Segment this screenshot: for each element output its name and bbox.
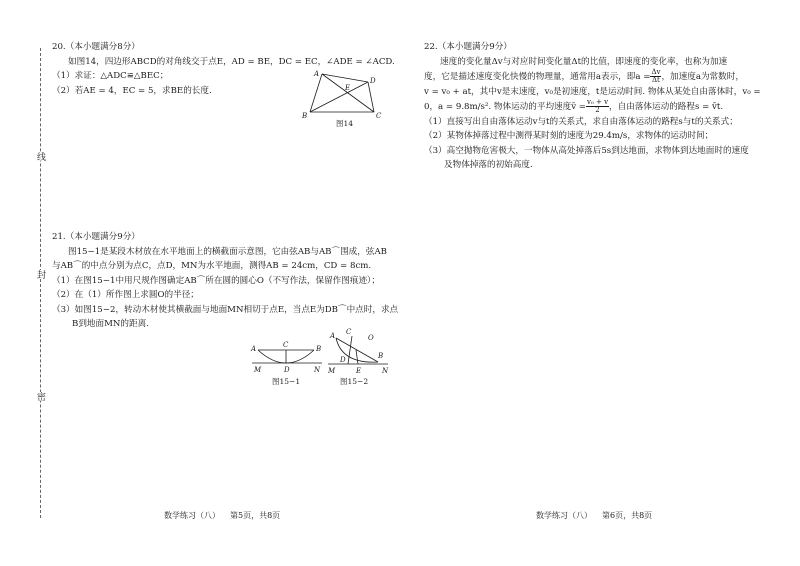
fig15-2-label-E: E	[356, 367, 362, 375]
left-footer-page: 第5页，共8页	[230, 511, 281, 520]
q22-part1: （1）直接写出自由落体运动v与t的关系式，求自由落体运动的路程s与t的关系式；	[424, 116, 738, 127]
fig14-label-B: B	[302, 112, 308, 120]
fig15-2-label-D: D	[340, 356, 346, 364]
fig15-1-label-B: B	[316, 345, 322, 353]
binding-line	[40, 48, 41, 518]
q22-part3b: 及物体掉落的初始高度.	[444, 160, 533, 170]
q21-part3a: （3）如图15−2，转动木材使其横截面与地面MN相切于点E，当点E为DB⌒中点时，求点	[52, 304, 399, 315]
fig15-2-label-O: O	[368, 334, 374, 342]
q20-stem: 如图14，四边形ABCD的对角线交于点E，AD = BE，DC = EC，∠ADE = ∠ACD.	[68, 56, 395, 67]
q22-line4	[424, 99, 761, 115]
q22-line4-head: 0，a = 9.8m/s². 物体运动的平均速度v̄ =	[424, 102, 587, 112]
q22-line4-tail: ，自由落体运动的路程s = v̄t.	[609, 102, 724, 112]
fig14-label-E: E	[345, 84, 351, 92]
fig15-1-label-C: C	[283, 341, 289, 349]
binding-mark-secret: 密	[35, 392, 45, 401]
q22-part3a: （3）高空抛物危害极大，一物体从高处掉落后5s到达地面，求物体到达地面时的速度	[424, 145, 749, 156]
fraction-acceleration-denominator: Δt	[652, 76, 660, 84]
right-footer	[536, 510, 662, 521]
right-footer-page: 第6页，共8页	[602, 511, 653, 520]
q22-line2-text: 度，它是描述速度变化快慢的物理量，通常用a表示，即a =	[424, 72, 651, 82]
fraction-average-velocity-denominator: 2	[595, 106, 600, 114]
fig14-label-A: A	[314, 70, 320, 78]
right-page	[400, 0, 800, 566]
question-22	[424, 40, 761, 173]
fig15-1-label-M: M	[254, 366, 262, 374]
fraction-average-velocity-numerator: v₀ + v	[587, 98, 609, 106]
q22-part2: （2）某物体掉落过程中测得某时刻的速度为29.4m/s，求物体的运动时间；	[424, 131, 714, 141]
fig15-1-label-A: A	[251, 345, 257, 353]
q21-part3b: B到地面MN的距离.	[72, 319, 149, 329]
figure-15-1-caption: 图15−1	[272, 377, 301, 386]
q21-line1: 图15−1是某段木材放在水平地面上的横截面示意图，它由弦AB与AB⌒围成，弦AB	[68, 246, 387, 257]
fig15-1-label-N: N	[314, 366, 321, 374]
left-footer-title: 数学练习（八）	[164, 511, 220, 520]
q20-part2: （2）若AE = 4，EC = 5，求BE的长度.	[52, 85, 212, 96]
q21-line2: 与AB⌒的中点分别为点C，点D，MN为水平地面，测得AB = 24cm，CD = 8cm.	[52, 261, 372, 271]
fig15-2-label-M: M	[328, 367, 336, 375]
left-footer	[164, 510, 290, 521]
fig14-label-C: C	[376, 112, 382, 120]
q22-heading: 22.（本小题满分9分）	[424, 42, 512, 52]
fig15-2-label-B: B	[378, 352, 384, 360]
figure-14-caption: 图14	[336, 119, 354, 128]
figure-15-1	[248, 336, 328, 376]
fraction-acceleration	[650, 69, 661, 84]
right-footer-title: 数学练习（八）	[536, 511, 592, 520]
fig15-2-label-N: N	[382, 367, 389, 375]
q20-part1: （1）求证：△ADC≌△BEC；	[52, 71, 169, 81]
q22-line2	[424, 69, 761, 85]
q21-part1: （1）在图15−1中用尺规作图确定AB⌒所在圆的圆心O（不写作法，保留作图痕迹）；	[52, 275, 380, 286]
fraction-average-velocity	[586, 99, 609, 114]
binding-mark-seal: 封	[35, 270, 45, 279]
question-21	[52, 230, 398, 332]
q21-heading: 21.（本小题满分9分）	[52, 232, 140, 242]
figure-15-2	[326, 326, 390, 376]
fig15-1-label-D: D	[284, 366, 290, 374]
q22-line3: v = v₀ + at，其中v是末速度，v₀是初速度，t是运动时间. 物体从某处自由落体时，v₀ =	[424, 86, 761, 97]
q22-line1: 速度的变化量Δv与对应时间变化量Δt的比值，即速度的变化率，也称为加速	[440, 56, 728, 67]
q20-heading: 20.（本小题满分8分）	[52, 42, 140, 52]
binding-mark-line: 线	[35, 152, 45, 161]
fig15-2-label-A: A	[330, 332, 336, 340]
q21-part2: （2）在（1）所作图上求圆O的半径；	[52, 290, 199, 300]
figure-15-2-caption: 图15−2	[340, 377, 369, 386]
figure-14	[300, 68, 386, 120]
fig14-label-D: D	[370, 77, 376, 85]
q22-line2-tail: ，加速度a为常数时，	[661, 72, 744, 82]
fig15-2-label-C: C	[346, 328, 352, 336]
fraction-acceleration-numerator: Δv	[651, 68, 661, 76]
